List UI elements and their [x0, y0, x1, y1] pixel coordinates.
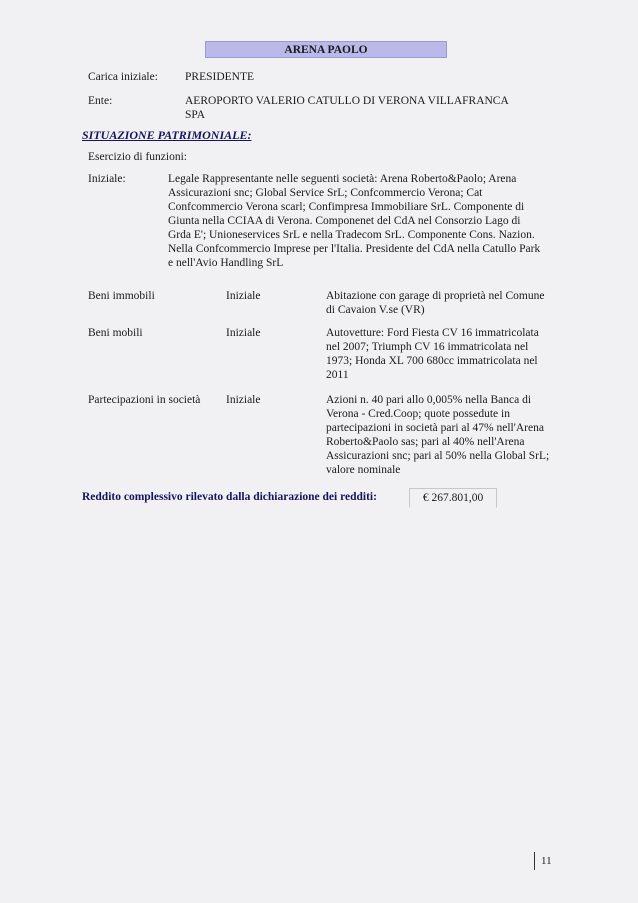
- asset-period-partecipazioni: Iniziale: [226, 394, 261, 406]
- page-number: 11: [534, 852, 552, 870]
- asset-description-partecipazioni: Azioni n. 40 pari allo 0,005% nella Banca di Verona - Cred.Coop; quote possedute in partecipazioni in società pari al 47% nell'Arena Roberto&Paolo sas; pari al 40% nell'Arena Assicurazioni snc; pari al 50% nella Global SrL; valore nominale: [326, 394, 550, 476]
- esercizio-label: Esercizio di funzioni:: [88, 151, 187, 163]
- asset-period-immobili: Iniziale: [226, 290, 261, 302]
- carica-value: PRESIDENTE: [185, 71, 254, 83]
- carica-label: Carica iniziale:: [88, 71, 158, 83]
- asset-category-immobili: Beni immobili: [88, 290, 155, 302]
- ente-value: AEROPORTO VALERIO CATULLO DI VERONA VILLAFRANCA SPA: [185, 95, 509, 121]
- asset-description-mobili: Autovetture: Ford Fiesta CV 16 immatricolata nel 2007; Triumph CV 16 immatricolata nel 1973; Honda XL 700 680cc immatricolata nel 2011: [326, 327, 539, 381]
- asset-period-mobili: Iniziale: [226, 327, 261, 339]
- iniziale-text: Legale Rappresentante nelle seguenti società: Arena Roberto&Paolo; Arena Assicurazioni snc; Global Service SrL; Confcommercio Verona; Cat Confcommercio Verona scarl; Confimpresa Immobiliare SrL. Componente di Giunta nella CCIAA di Verona. Componenet del CdA nel Consorzio Lago di Grda E'; Unioneservices SrL e nella Tradecom SrL. Componente Cons. Nazion. Nella Confcommercio Imprese per l'Italia. Presidente del CdA nella Catullo Park e nell'Avio Handling SrL: [168, 173, 541, 269]
- ente-label: Ente:: [88, 95, 113, 107]
- asset-description-immobili: Abitazione con garage di proprietà nel Comune di Cavaion V.se (VR): [326, 290, 545, 316]
- income-value: € 267.801,00: [409, 488, 497, 508]
- asset-category-partecipazioni: Partecipazioni in società: [88, 394, 201, 406]
- income-label: Reddito complessivo rilevato dalla dichiarazione dei redditi:: [82, 491, 377, 503]
- iniziale-label: Iniziale:: [88, 173, 126, 185]
- section-title: SITUAZIONE PATRIMONIALE:: [82, 128, 252, 142]
- asset-category-mobili: Beni mobili: [88, 327, 143, 339]
- person-name-header: ARENA PAOLO: [205, 41, 447, 58]
